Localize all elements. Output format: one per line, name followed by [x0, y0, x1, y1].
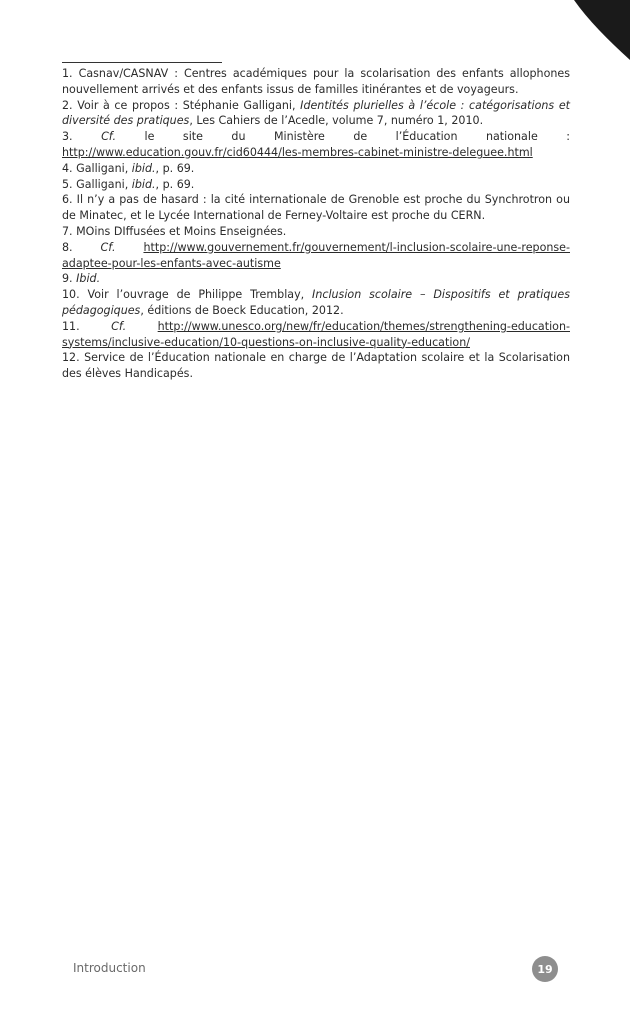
footnote-text: , p. 69.: [155, 177, 195, 191]
footnote-text: , Les Cahiers de l’Acedle, volume 7, numéro 1, 2010.: [189, 114, 484, 128]
footnote-text: 12. Service de l’Éducation nationale en charge de l’Adaptation scolaire et la Scolarisation des élèves Handicapés.: [62, 351, 570, 381]
footnote-text: 7. MOins DIffusées et Moins Enseignées.: [62, 224, 287, 238]
footnote-5: [62, 177, 570, 193]
footnote-number: 3.: [62, 130, 102, 144]
corner-decoration: [560, 0, 630, 60]
footnote-text: 2. Voir à ce propos : Stéphanie Galligani,: [62, 98, 301, 112]
footnote-9: [62, 271, 570, 287]
footnote-10: [62, 287, 570, 319]
footnote-2: [62, 98, 570, 130]
book-title: Inclusion scolaire – Dispositifs et pratiques pédagogiques: [62, 288, 571, 317]
ibid-abbrev: Ibid.: [76, 272, 101, 286]
footnote-text: , p. 69.: [155, 161, 195, 175]
book-title: Identités plurielles à l’école : catégorisations et diversité des pratiques: [62, 98, 571, 128]
footnote-text: 10. Voir l’ouvrage de Philippe Tremblay,: [62, 288, 313, 302]
footnote-4: [62, 161, 570, 177]
footnote-12: [62, 350, 570, 382]
footnote-text: le site du Ministère de l’Éducation nationale :: [116, 130, 570, 144]
footnote-11: [62, 319, 570, 351]
footnotes: [62, 66, 570, 382]
ibid-abbrev: ibid.: [131, 177, 156, 191]
footnote-text: 1. Casnav/CASNAV : Centres académiques pour la scolarisation des enfants allophones nouvellement arrivés et des enfants issus de familles itinérantes et de voyageurs.: [62, 67, 570, 96]
gouvernement-link[interactable]: http://www.gouvernement.fr/gouvernement/l-inclusion-scolaire-une-reponse-adaptee-pour-les-enfants-avec-autisme: [62, 240, 570, 270]
footnote-text: 5. Galligani,: [62, 177, 132, 191]
ibid-abbrev: ibid.: [131, 161, 156, 175]
footnote-separator: [62, 62, 222, 63]
footnote-text: 4. Galligani,: [62, 161, 132, 175]
footnote-8: [62, 240, 570, 272]
cf-abbrev: Cf.: [101, 130, 117, 144]
footnote-text: 6. Il n’y a pas de hasard : la cité internationale de Grenoble est proche du Synchrotron ou de Minatec, et le Lycée International de Ferney-Voltaire est proche du CERN.: [62, 193, 570, 223]
footnote-1: [62, 66, 570, 98]
footnote-6: [62, 192, 570, 224]
footnote-7: [62, 224, 570, 240]
cf-abbrev: Cf.: [100, 240, 116, 254]
footnote-number: 8.: [62, 240, 101, 254]
unesco-link[interactable]: http://www.unesco.org/new/fr/education/themes/strengthening-education-systems/inclusive-education/10-questions-on-inclusive-quality-education/: [62, 319, 570, 349]
page-number-badge: 19: [532, 956, 558, 982]
footnote-3: [62, 129, 570, 161]
footnote-text: , éditions de Boeck Education, 2012.: [140, 303, 344, 317]
footer-section-title: Introduction: [73, 961, 146, 975]
education-gouv-link[interactable]: http://www.education.gouv.fr/cid60444/les-membres-cabinet-ministre-deleguee.html: [62, 145, 533, 159]
footnote-number: 11.: [62, 319, 112, 333]
footnote-number: 9.: [62, 272, 77, 286]
cf-abbrev: Cf.: [111, 319, 127, 333]
